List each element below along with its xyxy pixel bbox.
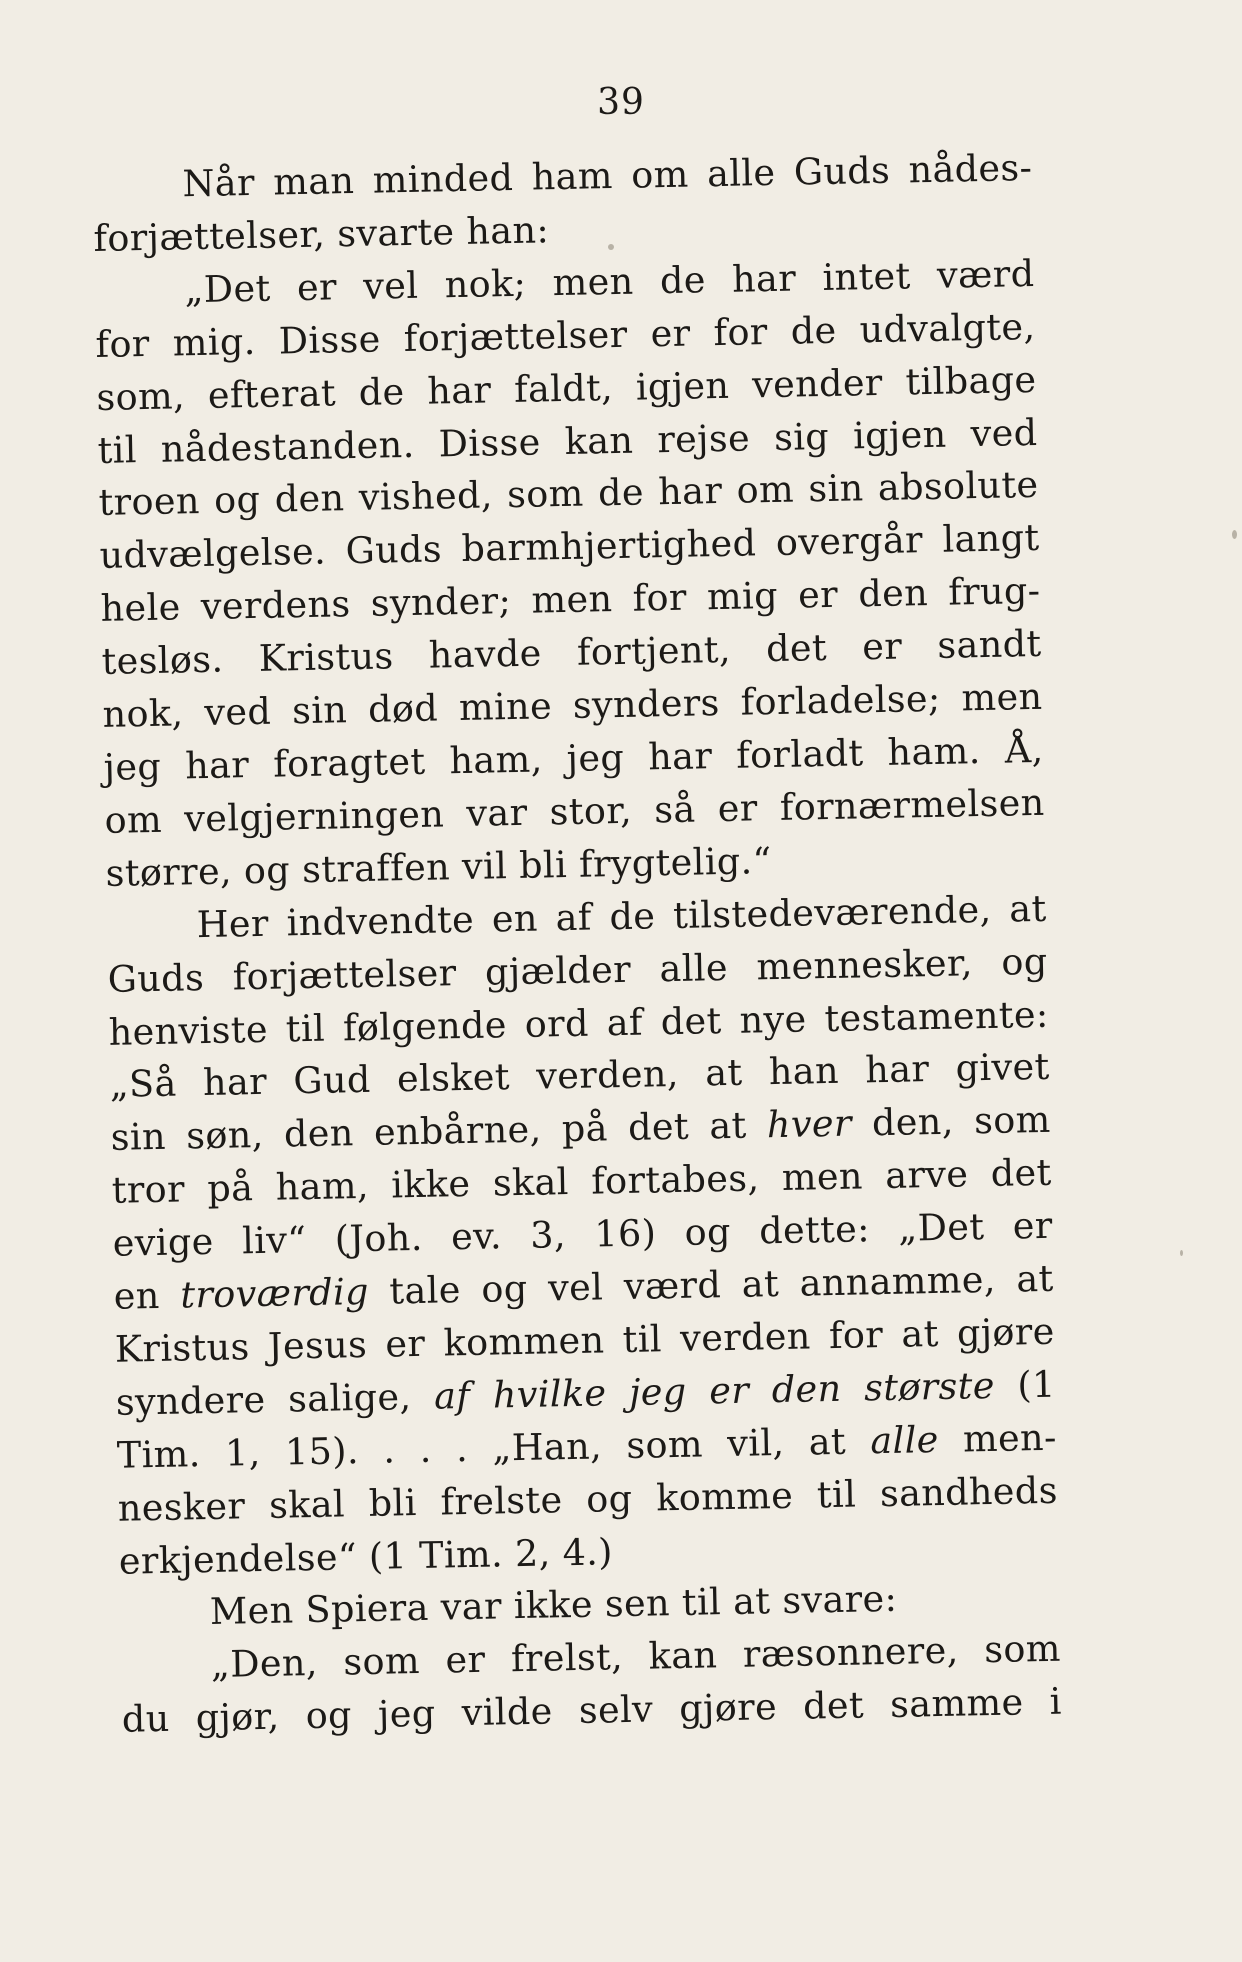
text-run: som, efterat de har faldt, igjen vender tilbage xyxy=(96,357,1037,419)
paper-speck xyxy=(1232,530,1237,539)
paragraph xyxy=(106,883,1059,1589)
italic-text: hver xyxy=(766,1101,853,1147)
text-run: (1 xyxy=(994,1362,1057,1407)
text-run: evige liv“ (Joh. ev. 3, 16) og dette: „Det er xyxy=(112,1203,1054,1265)
paper-speck xyxy=(1180,1250,1183,1256)
text-run: større, og straffen vil bli frygtelig.“ xyxy=(105,838,773,895)
page-number: 39 xyxy=(597,82,645,123)
text-run: nesker skal bli frelste og komme til sandheds xyxy=(117,1468,1059,1530)
text-run: sin søn, den enbårne, på det at xyxy=(110,1103,768,1160)
text-run: tale og vel værd at annamme, at xyxy=(368,1256,1055,1313)
text-run: tror på ham, ikke skal fortabes, men arve det xyxy=(111,1150,1053,1213)
text-run: en xyxy=(113,1273,181,1318)
text-run: men- xyxy=(938,1415,1058,1461)
text-run: „Det er vel nok; men de har intet værd xyxy=(184,251,1035,312)
paragraph xyxy=(92,142,1034,266)
paragraph xyxy=(120,1623,1062,1747)
text-run: tesløs. Kristus havde fortjent, det er sandt xyxy=(101,622,1042,684)
text-run: Her indvendte en af de tilstedeværende, at xyxy=(196,886,1047,946)
text-run: du gjør, og jeg vilde selv gjøre det samme i xyxy=(121,1679,1063,1741)
paragraph xyxy=(94,248,1046,901)
text-run: hele verdens synder; men for mig er den frug- xyxy=(100,569,1041,631)
text-run: nok, ved sin død mine synders forladelse; men xyxy=(102,674,1043,736)
text-run: om velgjerningen var stor, så er fornærmelsen xyxy=(104,780,1045,842)
text-run: henviste til følgende ord af det nye testamente: xyxy=(108,992,1049,1054)
text-run: „Så har Gud elsket verden, at han har givet xyxy=(109,1045,1050,1107)
text-run: syndere salige, xyxy=(115,1374,435,1424)
text-run: troen og den vished, som de har om sin absolute xyxy=(98,463,1039,525)
body-text xyxy=(92,142,1062,1747)
text-run: Men Spiera var ikke sen til at svare: xyxy=(209,1577,898,1634)
text-run: „Den, som er frelst, kan ræsonnere, som xyxy=(210,1627,1062,1687)
text-run: forjættelser, svarte han: xyxy=(93,208,550,260)
italic-text: af hvilke jeg er den største xyxy=(433,1363,996,1418)
text-run: for mig. Disse forjættelser er for de udvalgte, xyxy=(95,304,1036,366)
text-run: Når man minded ham om alle Guds nådes- xyxy=(182,145,1033,206)
italic-text: troværdig xyxy=(179,1269,370,1317)
text-run: erkjendelse“ (1 Tim. 2, 4.) xyxy=(118,1529,614,1583)
text-run: Guds forjættelser gjælder alle mennesker, og xyxy=(107,939,1048,1001)
text-run: udvælgelse. Guds barmhjertighed overgår langt xyxy=(99,516,1040,578)
text-run: den, som xyxy=(851,1098,1052,1145)
italic-text: alle xyxy=(869,1417,940,1463)
text-run: Kristus Jesus er kommen til verden for at gjøre xyxy=(114,1309,1056,1371)
text-run: til nådestanden. Disse kan rejse sig igjen ved xyxy=(97,410,1038,472)
text-run: jeg har foragtet ham, jeg har forladt ham. Å, xyxy=(103,727,1044,789)
paper-speck xyxy=(608,244,614,250)
text-run: Tim. 1, 15). . . . „Han, som vil, at xyxy=(116,1419,871,1477)
